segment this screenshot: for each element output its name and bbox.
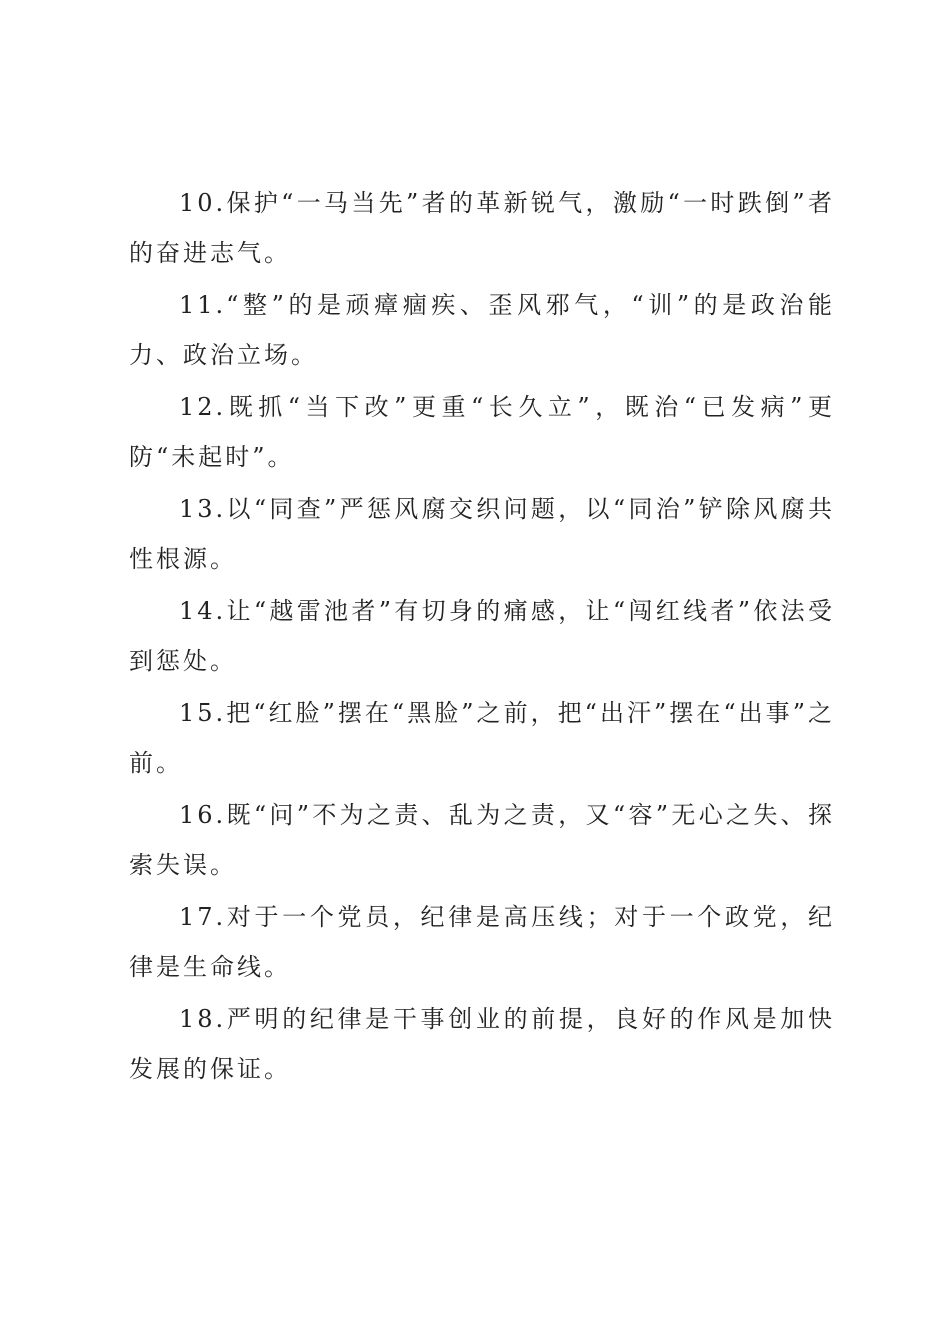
document-body xyxy=(129,178,835,1096)
paragraph-13: 13.以“同查”严惩风腐交织问题，以“同治”铲除风腐共性根源。 xyxy=(129,495,835,573)
paragraph-11: 11.“整”的是顽瘴痼疾、歪风邪气，“训”的是政治能力、政治立场。 xyxy=(129,291,835,369)
paragraph-14: 14.让“越雷池者”有切身的痛感，让“闯红线者”依法受到惩处。 xyxy=(129,597,835,675)
paragraph-15: 15.把“红脸”摆在“黑脸”之前，把“出汗”摆在“出事”之前。 xyxy=(129,699,835,777)
paragraph-12: 12.既抓“当下改”更重“长久立”，既治“已发病”更防“未起时”。 xyxy=(129,393,835,471)
paragraph-10: 10.保护“一马当先”者的革新锐气，激励“一时跌倒”者的奋进志气。 xyxy=(129,189,835,267)
paragraph-17: 17.对于一个党员，纪律是高压线；对于一个政党，纪律是生命线。 xyxy=(129,903,835,981)
paragraph-18: 18.严明的纪律是干事创业的前提，良好的作风是加快发展的保证。 xyxy=(129,1005,835,1083)
paragraph-16: 16.既“问”不为之责、乱为之责，又“容”无心之失、探索失误。 xyxy=(129,801,835,879)
